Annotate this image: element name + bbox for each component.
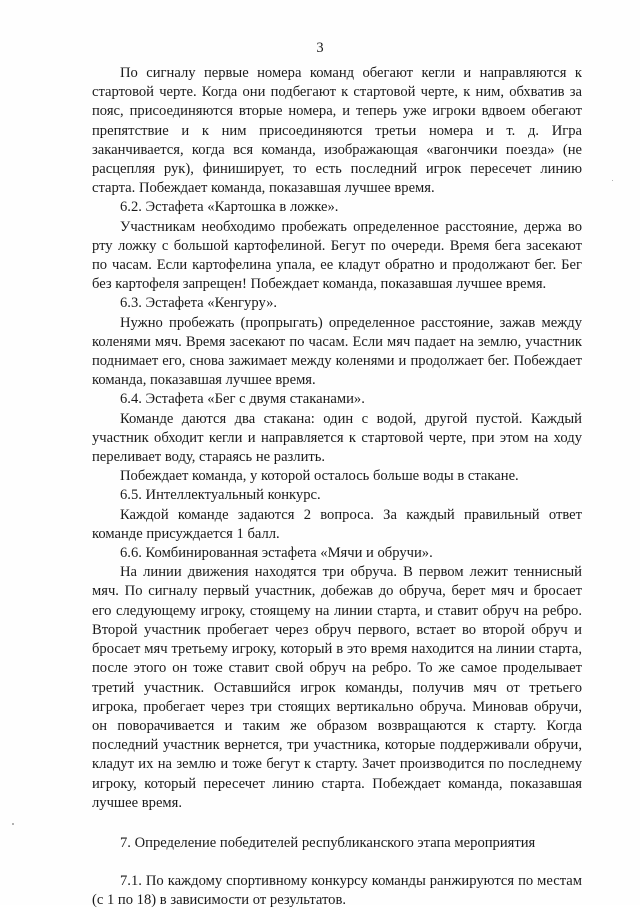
paragraph-quiz: Каждой команде задаются 2 вопроса. За каждый правильный ответ команде присуждается 1 балл. xyxy=(92,506,582,542)
heading-6-3: 6.3. Эстафета «Кенгуру». xyxy=(120,295,278,312)
paragraph-balls-hoops: На линии движения находятся три обруча. В первом лежит теннисный мяч. По сигналу первый участник, добежав до обруча, берет мяч и бросает его следующему игроку, стоящему на линии старта, и ставит обруч на ребро. Второй участник пробегает через обруч первого, встает во второй обруч и бросает мяч третьему игроку, который в это время находится на линии старта, после этого он тоже ставит свой обруч на ребро. То же самое проделывает третий участник. Оставшийся игрок команды, получив мяч от третьего игрока, пробегает через три стоящих вертикально обруча. Миновав обручи, он поворачивается и таким же образом возвращаются к старту. Когда последний участник вернется, три участника, которые поддерживали обручи, кладут их на землю и тоже бегут к старту. Зачет производится по последнему игроку, который пересечет линию старта. Побеждает команда, показавшая лучшее время. xyxy=(92,564,582,811)
paragraph-potato-spoon: Участникам необходимо пробежать определенное расстояние, держа во рту ложку с большой картофелиной. Бегут по очереди. Время бега засекают по часам. Если картофелина упала, ее кладут обратно и продолжают бег. Бег без картофеля запрещен! Побеждает команда, показавшая лучшее время. xyxy=(92,218,582,293)
paragraph-kangaroo: Нужно пробежать (пропрыгать) определенное расстояние, зажав между коленями мяч. Время засекают по часам. Если мяч падает на землю, участник поднимает его, снова зажимает между коленями и продолжает бег. Побеждает команда, показавшая лучшее время. xyxy=(92,314,582,389)
paragraph-relay-train: По сигналу первые номера команд обегают кегли и направляются к стартовой черте. Когда они подбегают к стартовой черте, к ним, обхватив за пояс, присоединяются вторые номера, и теперь уже игроки вдвоем обегают препятствие и к ним присоединяются третьи номера и т. д. Игра заканчивается, когда вся команда, изображающая «вагончики поезда» (не расцепляя рук), финиширует, то есть последний игрок пересечет линию старта. Побеждает команда, показавшая лучшее время. xyxy=(92,65,582,197)
section-title-7: 7. Определение победителей республиканского этапа мероприятия xyxy=(120,834,536,851)
heading-6-4: 6.4. Эстафета «Бег с двумя стаканами». xyxy=(120,391,365,408)
heading-6-2: 6.2. Эстафета «Картошка в ложке». xyxy=(120,199,339,216)
scan-speck xyxy=(612,180,613,181)
scan-speck xyxy=(12,823,14,825)
heading-6-6: 6.6. Комбинированная эстафета «Мячи и обручи». xyxy=(120,545,433,562)
page-number: 3 xyxy=(316,40,324,56)
document-body xyxy=(92,64,582,911)
paragraph-7-1: 7.1. По каждому спортивному конкурсу команды ранжируются по местам (с 1 по 18) в зависимости от результатов. xyxy=(92,873,582,909)
paragraph-two-glasses-winner: Побеждает команда, у которой осталось больше воды в стакане. xyxy=(120,468,519,485)
paragraph-two-glasses: Команде даются два стакана: один с водой, другой пустой. Каждый участник обходит кегли и направляется к стартовой черте, при этом на ходу переливает воду, стараясь не разлить. xyxy=(92,410,582,466)
heading-6-5: 6.5. Интеллектуальный конкурс. xyxy=(120,487,321,504)
